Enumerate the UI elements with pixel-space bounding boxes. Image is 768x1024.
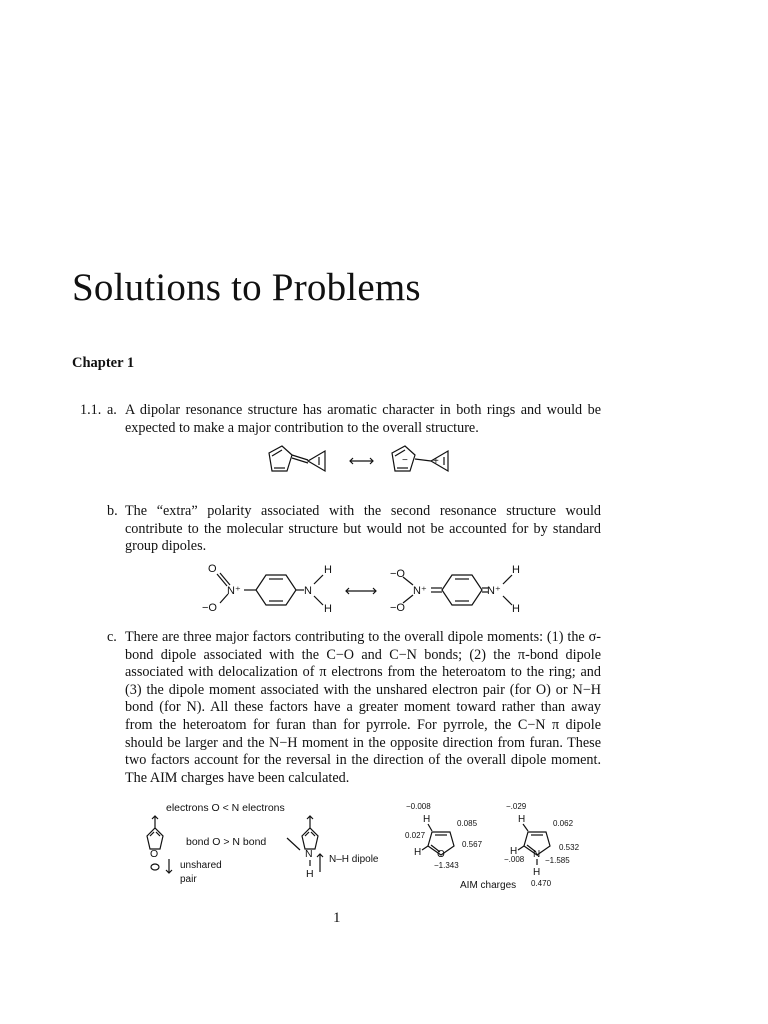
- pyrrole-hydrogen: H: [306, 868, 314, 880]
- nitrogen-plus: N⁺: [413, 585, 427, 597]
- pyrrole-h-left: H: [510, 846, 518, 857]
- nh-dipole-label: N–H dipole: [329, 854, 379, 865]
- bond-comparison: bond O > N bond: [186, 836, 267, 848]
- page-number: 1: [333, 910, 341, 926]
- furan-o-charge: −1.343: [434, 861, 459, 870]
- part-c-text: There are three major factors contributing to the overall dipole moments: (1) the σ-bond dipole associated with the C−O and C−N bonds; (2) the π-bond dipole associated with delocalization of π electrons from the heteroatom to the ring; and (3) the dipole moment associated with the unshared electron pair (for O) or N−H bond (for N). All these factors have a greater moment toward rather than away from the heteroatom for furan than for pyrrole. For pyrrole, the C−N π dipole should be larger and the N−H moment in the opposite direction from furan. These two factors account for the reversal in the direction of the overall dipole moment. The AIM charges have been calculated.: [125, 629, 601, 786]
- pyrrole-nh-charge: 0.470: [531, 879, 552, 888]
- figure-c-aim-charges: [398, 798, 598, 893]
- figure-b-nitroaniline: [200, 560, 540, 618]
- furan-calpha-charge: 0.567: [462, 840, 483, 849]
- unshared-label: unshared: [180, 860, 222, 871]
- minus-charge: −: [402, 455, 408, 466]
- pyrrole-h-top-charge: −.029: [506, 802, 527, 811]
- plus-charge: +: [433, 456, 439, 467]
- furan-h-top-charge: −0.008: [406, 802, 431, 811]
- figure-a-resonance: [255, 440, 470, 485]
- oxide-top: −O: [390, 568, 405, 580]
- nitro-nitrogen: N⁺: [227, 585, 241, 597]
- pyrrole-nh: H: [533, 867, 541, 878]
- figure-c-dipoles: [130, 798, 390, 893]
- aim-charges-label: AIM charges: [460, 880, 517, 891]
- furan-h-top: H: [423, 814, 431, 825]
- oxide-label: −O: [202, 602, 217, 614]
- furan-h-left: H: [414, 847, 422, 858]
- chapter-heading: Chapter 1: [72, 355, 135, 371]
- part-c-label: c.: [107, 629, 117, 645]
- pyrrole-c-charge: 0.062: [553, 819, 574, 828]
- part-b-text: The “extra” polarity associated with the second resonance structure would contribute to the molecular structure but would not be accounted for by standard group dipoles.: [125, 503, 601, 555]
- amine-nitrogen: N: [304, 585, 312, 597]
- pyrrole-h-left-charge: −.008: [504, 855, 525, 864]
- oxide-bottom: −O: [390, 602, 405, 614]
- furan-oxygen: O: [150, 848, 159, 860]
- pyrrole-n: N: [533, 849, 541, 860]
- problem-number: 1.1.: [80, 402, 102, 418]
- page-title: Solutions to Problems: [72, 266, 421, 309]
- pyrrole-n-charge: −1.585: [545, 856, 570, 865]
- iminium-nitrogen: N⁺: [487, 585, 501, 597]
- electrons-comparison: electrons O < N electrons: [166, 802, 285, 814]
- hydrogen-top: H: [324, 564, 332, 576]
- part-a-label: a.: [107, 402, 117, 418]
- hydrogen-bottom-2: H: [512, 603, 520, 615]
- furan-c-charge: 0.085: [457, 819, 478, 828]
- hydrogen-top-2: H: [512, 564, 520, 576]
- pyrrole-h-top: H: [518, 814, 526, 825]
- hydrogen-bottom: H: [324, 603, 332, 615]
- pyrrole-nitrogen: N: [305, 848, 313, 860]
- furan-h-left-charge: 0.027: [405, 831, 426, 840]
- oxygen-label: O: [208, 563, 217, 575]
- part-b-label: b.: [107, 503, 118, 519]
- pair-label: pair: [180, 874, 197, 885]
- part-a-text: A dipolar resonance structure has aromatic character in both rings and would be expected to make a major contribution to the overall structure.: [125, 402, 601, 436]
- furan-o: O: [437, 849, 445, 860]
- pyrrole-calpha-charge: 0.532: [559, 843, 580, 852]
